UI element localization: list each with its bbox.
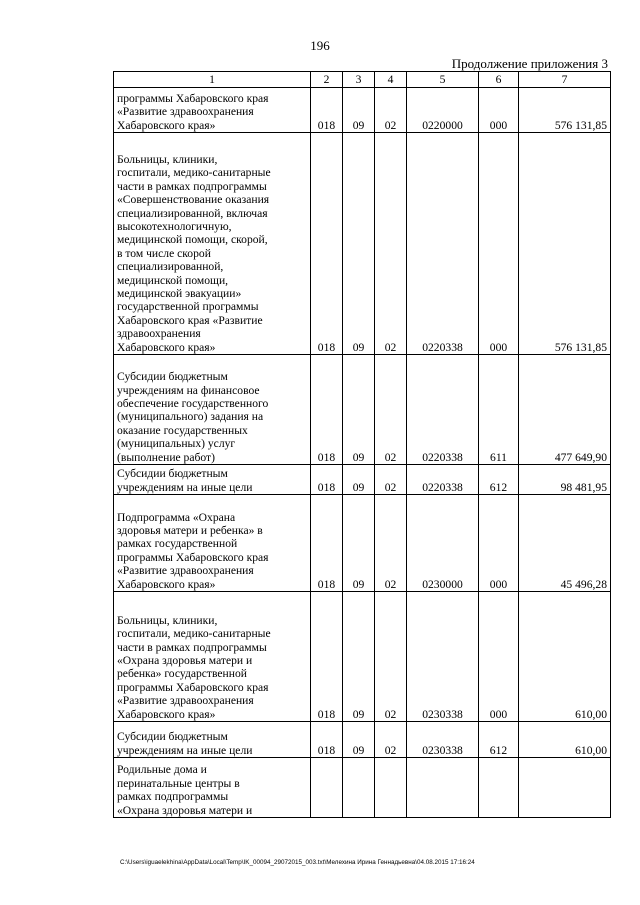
row-code-cell: 018 (311, 133, 343, 355)
row-name-cell: Больницы, клиники, госпитали, медико-санитарные части в рамках подпрограммы «Охрана здоровья матери и ребенка» государственной программы Хабаровского края «Развитие здравоохранения Хабаровского края» (114, 592, 311, 722)
table-row (114, 722, 611, 758)
row-target-cell: 0230000 (407, 495, 479, 592)
row-code-cell: 018 (311, 592, 343, 722)
row-name-cell: программы Хабаровского края «Развитие здравоохранения Хабаровского края» (114, 88, 311, 133)
row-name-cell: Больницы, клиники, госпитали, медико-санитарные части в рамках подпрограммы «Совершенствование оказания специализированной, включая высокотехнологичную, медицинской помощи, скорой, в том числе скорой специализированной, медицинской помощи, медицинской эвакуации» государственной программы Хабаровского края «Развитие здравоохранения Хабаровского края» (114, 133, 311, 355)
row-subsection-cell: 02 (375, 88, 407, 133)
row-name-cell: Подпрограмма «Охрана здоровья матери и ребенка» в рамках государственной программы Хабаровского края «Развитие здравоохранения Хабаровского края» (114, 495, 311, 592)
header-col-5: 5 (407, 72, 479, 88)
row-subsection-cell: 02 (375, 465, 407, 495)
row-type-cell: 611 (479, 355, 519, 465)
row-amount-cell: 576 131,85 (519, 88, 611, 133)
row-target-cell: 0220338 (407, 465, 479, 495)
header-col-1: 1 (114, 72, 311, 88)
row-amount-cell: 610,00 (519, 722, 611, 758)
table-row (114, 495, 611, 592)
row-section-cell: 09 (343, 355, 375, 465)
header-col-3: 3 (343, 72, 375, 88)
row-subsection-cell: 02 (375, 722, 407, 758)
row-target-cell (407, 758, 479, 818)
table-row (114, 758, 611, 818)
row-section-cell: 09 (343, 592, 375, 722)
row-subsection-cell (375, 758, 407, 818)
row-amount-cell (519, 758, 611, 818)
row-amount-cell: 98 481,95 (519, 465, 611, 495)
row-code-cell: 018 (311, 722, 343, 758)
row-code-cell: 018 (311, 465, 343, 495)
table-row (114, 133, 611, 355)
row-type-cell: 000 (479, 592, 519, 722)
table-row (114, 355, 611, 465)
row-type-cell: 000 (479, 495, 519, 592)
row-target-cell: 0220338 (407, 355, 479, 465)
row-code-cell: 018 (311, 88, 343, 133)
footer-path: C:\Users\iguaelekhina\AppData\Local\Temp\IK_00094_29072015_003.txt\Мелехина Ирина Геннадьевна\04.08.2015 17:16:24 (120, 859, 475, 866)
row-section-cell: 09 (343, 465, 375, 495)
row-section-cell: 09 (343, 495, 375, 592)
row-type-cell: 612 (479, 722, 519, 758)
header-col-4: 4 (375, 72, 407, 88)
budget-table (113, 71, 611, 818)
row-type-cell: 612 (479, 465, 519, 495)
continuation-note: Продолжение приложения 3 (451, 56, 608, 71)
row-amount-cell: 610,00 (519, 592, 611, 722)
row-type-cell: 000 (479, 133, 519, 355)
header-col-6: 6 (479, 72, 519, 88)
table-row (114, 88, 611, 133)
row-subsection-cell: 02 (375, 495, 407, 592)
table-row (114, 592, 611, 722)
row-code-cell: 018 (311, 495, 343, 592)
row-target-cell: 0220000 (407, 88, 479, 133)
row-target-cell: 0230338 (407, 722, 479, 758)
row-target-cell: 0230338 (407, 592, 479, 722)
row-amount-cell: 45 496,28 (519, 495, 611, 592)
row-subsection-cell: 02 (375, 133, 407, 355)
row-name-cell: Субсидии бюджетным учреждениям на иные цели (114, 722, 311, 758)
row-section-cell: 09 (343, 722, 375, 758)
row-name-cell: Субсидии бюджетным учреждениям на финансовое обеспечение государственного (муниципального) задания на оказание государственных (муниципальных) услуг (выполнение работ) (114, 355, 311, 465)
row-amount-cell: 477 649,90 (519, 355, 611, 465)
row-section-cell: 09 (343, 88, 375, 133)
row-amount-cell: 576 131,85 (519, 133, 611, 355)
row-subsection-cell: 02 (375, 592, 407, 722)
row-type-cell: 000 (479, 88, 519, 133)
row-name-cell: Субсидии бюджетным учреждениям на иные цели (114, 465, 311, 495)
header-col-2: 2 (311, 72, 343, 88)
row-section-cell: 09 (343, 133, 375, 355)
page-number: 196 (310, 38, 330, 53)
row-type-cell (479, 758, 519, 818)
row-subsection-cell: 02 (375, 355, 407, 465)
row-code-cell (311, 758, 343, 818)
header-col-7: 7 (519, 72, 611, 88)
row-name-cell: Родильные дома и перинатальные центры в рамках подпрограммы «Охрана здоровья матери и (114, 758, 311, 818)
table-row (114, 465, 611, 495)
row-target-cell: 0220338 (407, 133, 479, 355)
row-code-cell: 018 (311, 355, 343, 465)
header-row (114, 72, 611, 88)
row-section-cell (343, 758, 375, 818)
